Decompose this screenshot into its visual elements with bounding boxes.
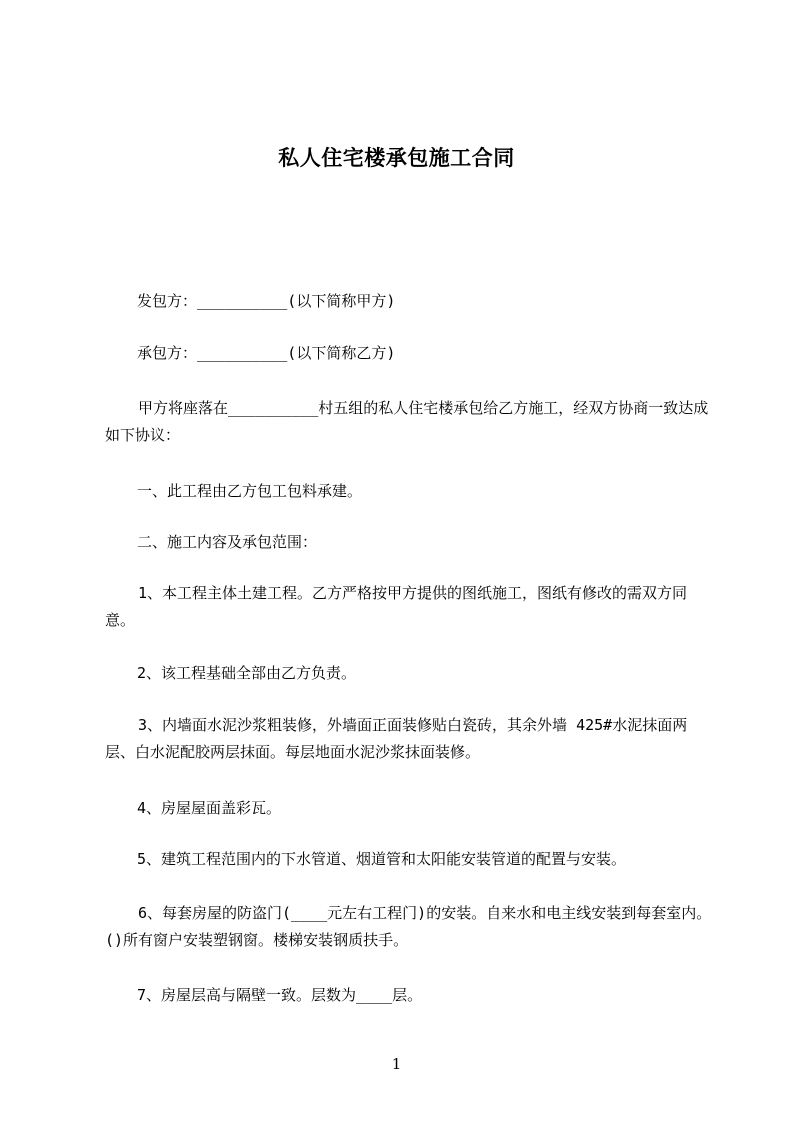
paragraph-item-4: 4、房屋屋面盖彩瓦。 [137,799,282,817]
page-number: 1 [391,1055,402,1073]
document-title: 私人住宅楼承包施工合同 [278,146,515,170]
paragraph-item-7: 7、房屋层高与隔壁一致。层数为____层。 [137,986,423,1004]
paragraph-clause-1: 一、此工程由乙方包工包料承建。 [137,482,363,500]
paragraph-item-2: 2、该工程基础全部由乙方负责。 [137,664,357,682]
paragraph-item-6: 6、每套房屋的防盗门(____元左右工程门)的安装。自来水和电主线安装到每套室内。()所有窗户安装塑钢窗。楼梯安装钢质扶手。 [105,904,712,949]
paragraph-intro: 甲方将座落在__________村五组的私人住宅楼承包给乙方施工，经双方协商一致达成如下协议： [105,399,709,444]
paragraph-item-3: 3、内墙面水泥沙浆粗装修，外墙面正面装修贴白瓷砖，其余外墙 425#水泥抹面两层、白水泥配胶两层抹面。每层地面水泥沙浆抹面装修。 [105,716,688,761]
paragraph-item-5: 5、建筑工程范围内的下水管道、烟道管和太阳能安装管道的配置与安装。 [137,850,627,868]
paragraph-item-1: 1、本工程主体土建工程。乙方严格按甲方提供的图纸施工，图纸有修改的需双方同意。 [105,584,688,629]
paragraph-clause-2: 二、施工内容及承包范围： [137,533,318,551]
paragraph-contractor: 承包方：__________(以下简称乙方) [137,344,396,362]
paragraph-employer: 发包方：__________(以下简称甲方) [137,292,396,310]
